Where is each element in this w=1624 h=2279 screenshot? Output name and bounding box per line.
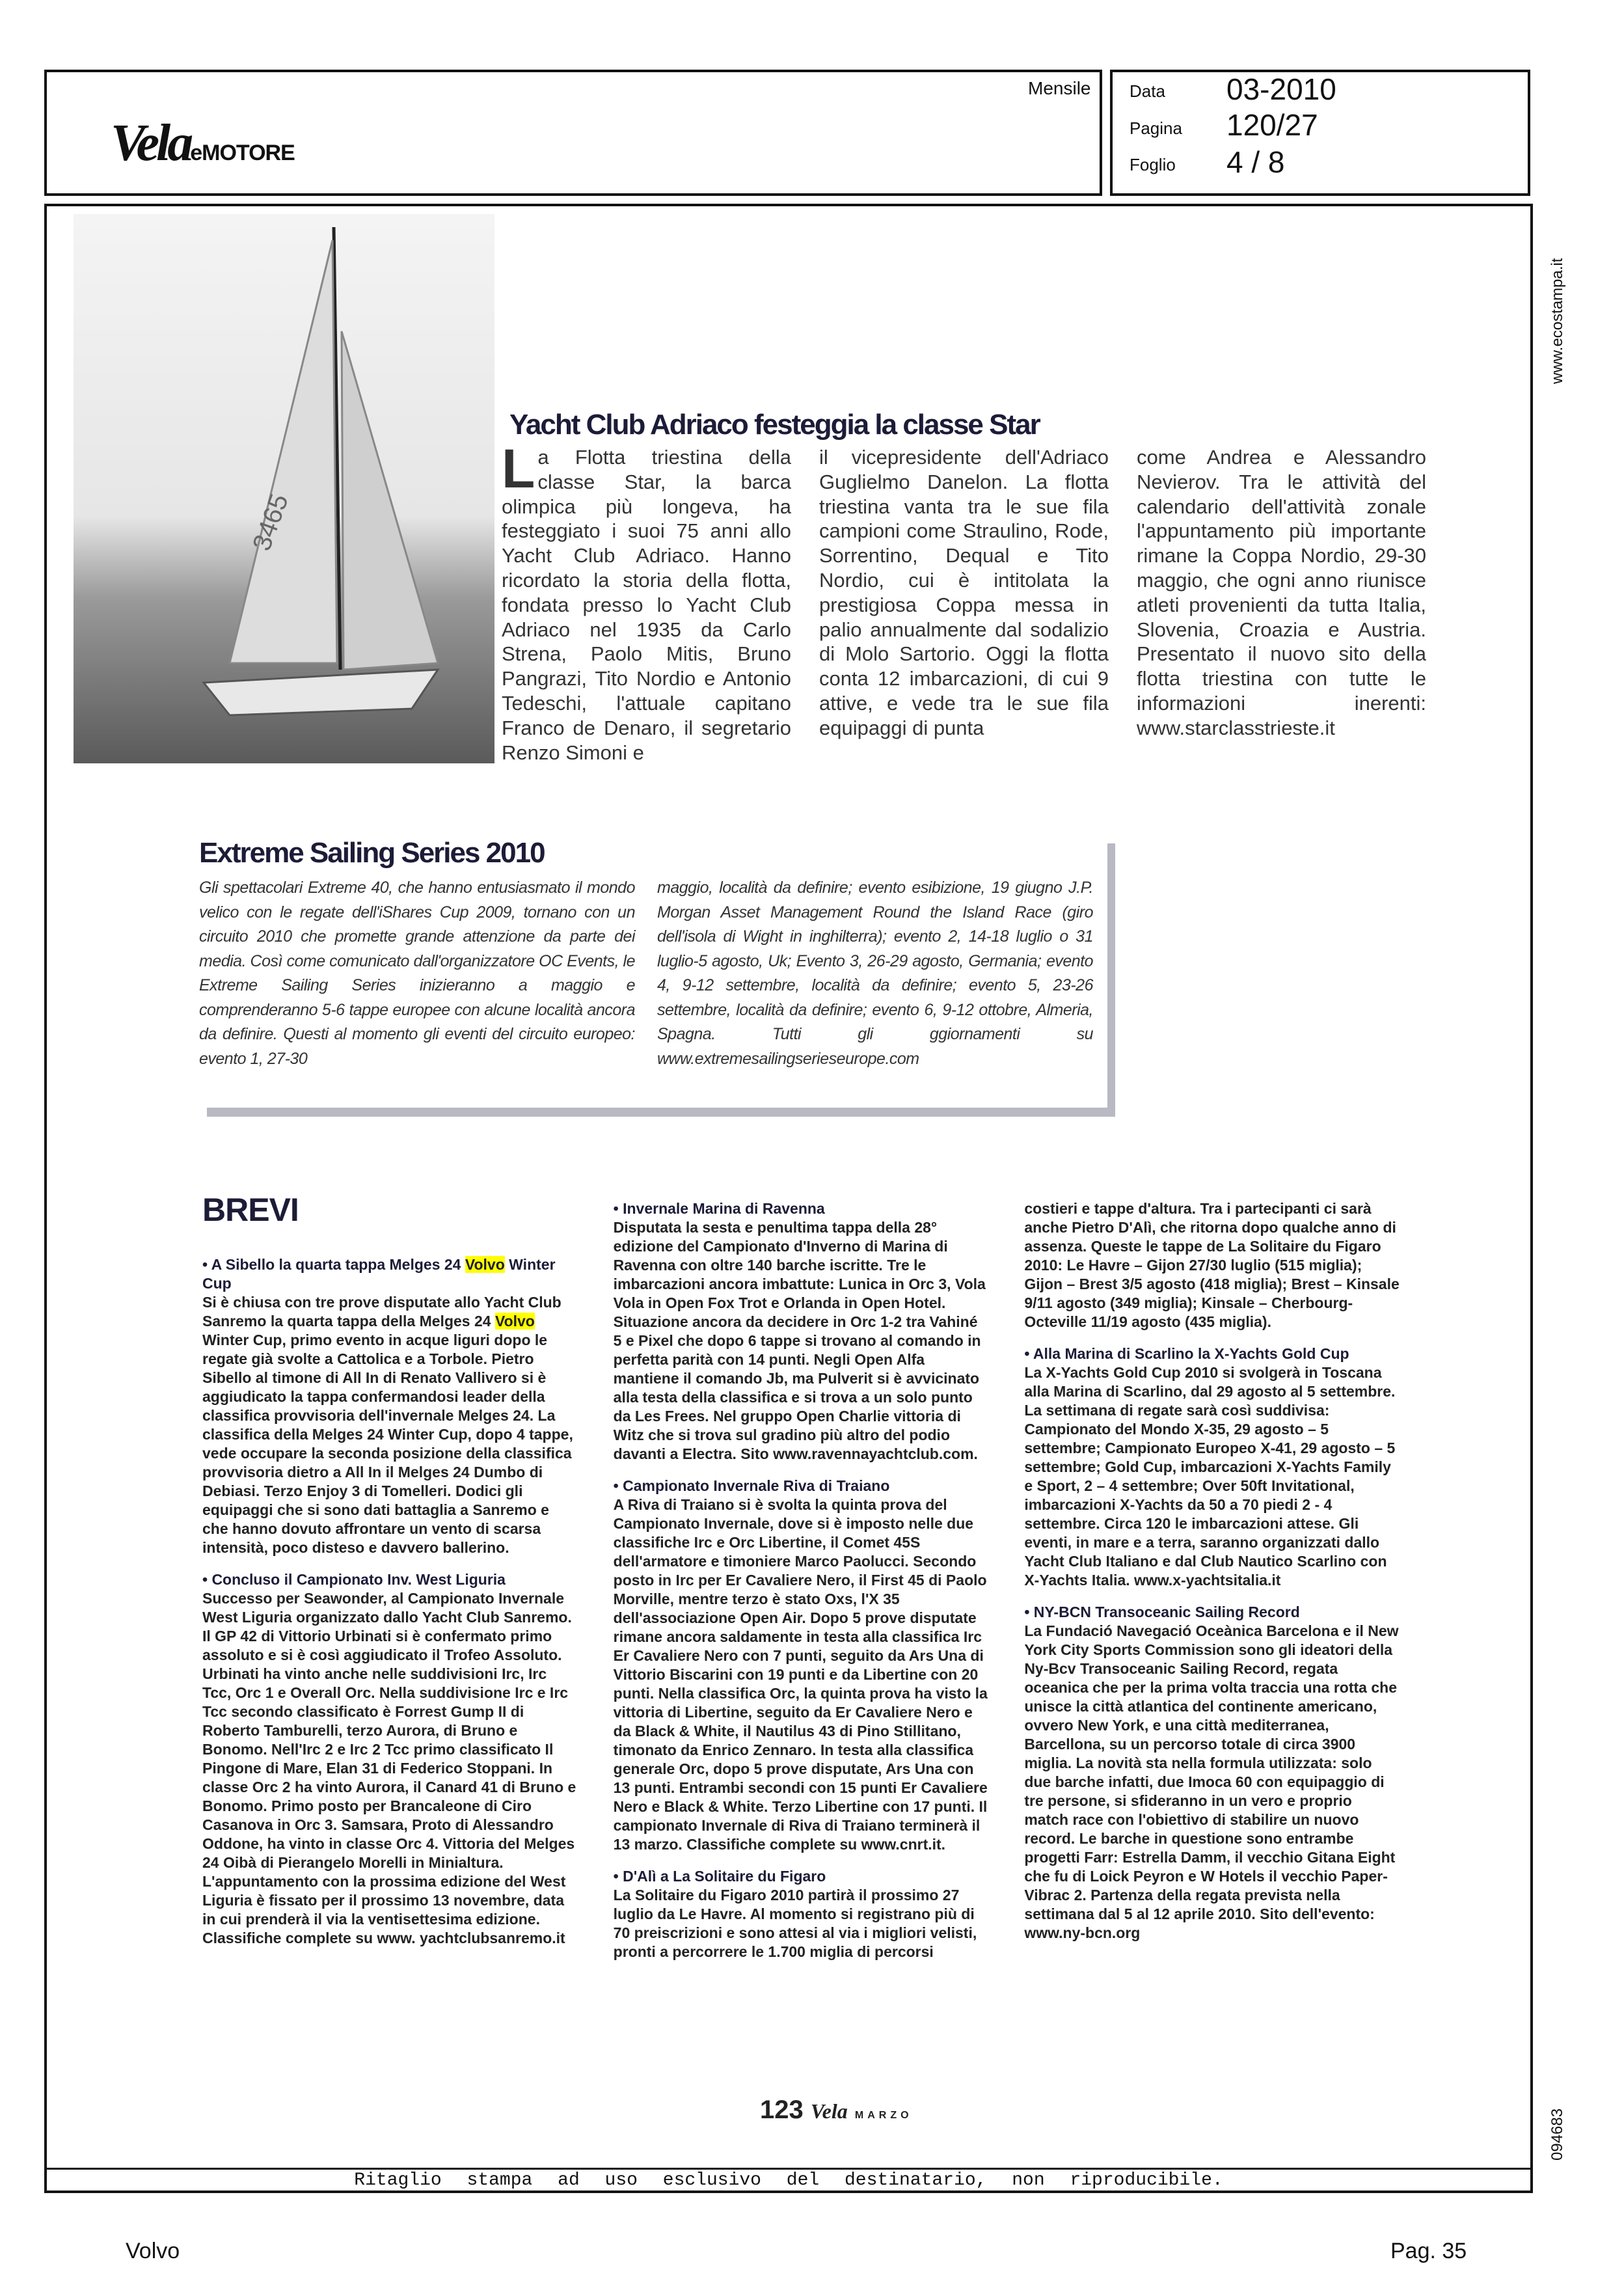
brevi-item-heading: • Alla Marina di Scarlino la X-Yachts Gold Cup	[1024, 1345, 1349, 1362]
article1-title: Yacht Club Adriaco festeggia la classe Star	[509, 409, 1040, 441]
vela-motore-logo	[111, 114, 295, 173]
brevi-item-body: La Fundació Navegació Oceànica Barcelona e il New York City Sports Commission sono gli ideatori della Ny-Bcv Transoceanic Sailing Record, regata oceanica che per la prima volta traccia una rotta che unisce la città atlantica del continente americano, ovvero New York, e una città mediterranea, Barcellona, su un percorso totale di circa 3900 miglia. La novità sta nella formula utilizzata: solo due barche infatti, due Imoca 60 con equipaggio di tre persone, si sfideranno in un vero e proprio match race con l'obiettivo di stabilire un nuovo record. Le barche in questione sono entrambe progetti Farr: Estrella Damm, il vecchio Gitana Eight che fu di Loick Peyron e W Hotels il vecchio Paper-Vibrac 2. Partenza della regata prevista nella settimana dal 5 al 12 aprile 2010. Sito dell'evento: www.ny-bcn.org	[1024, 1622, 1399, 1941]
svg-text:3465: 3465	[247, 490, 294, 555]
side-code-label: 094683	[1549, 2108, 1566, 2161]
brevi-item-heading: • A Sibello la quarta tappa Melges 24 Volvo Winter Cup	[202, 1256, 556, 1292]
logo-sub: MOTORE	[202, 141, 295, 165]
brevi-item-body: Si è chiusa con tre prove disputate allo Yacht Club Sanremo la quarta tappa della Melges 24 Volvo Winter Cup, primo evento in acque liguri dopo le regate già svolte a Cattolica e a Torbole. Pietro Sibello al timone di All In di Renato Vallivero si è aggiudicato la tappa confermandosi leader della classifica provvisoria dell'invernale Melges 24. La classifica della Melges 24 Winter Cup, dopo 4 tappe, vede occupare la seconda posizione della classifica provvisoria dietro a All In il Melges 24 Dumbo di Debiasi. Terzo Enjoy 3 di Tomelleri. Dodici gli equipaggi che si sono dati battaglia a Sanremo e che hanno dovuto affrontare un vento di scarsa intensità, poco disteso e davvero ballerino.	[202, 1294, 573, 1556]
article2-col1: Gli spettacolari Extreme 40, che hanno entusiasmato il mondo velico con le regate dell'iShares Cup 2009, tornano con un circuito 2010 che promette grande attenzione da parte dei media. Così come comunicato dall'organizzatore OC Events, le Extreme Sailing Series inizieranno a maggio e comprenderanno 5-6 tappe europee con alcune località ancora da definire. Questi al momento gli eventi del circuito europeo: evento 1, 27-30	[199, 879, 635, 1068]
clipping-notice: Ritaglio stampa ad uso esclusivo del destinatario, non riproducibile.	[354, 2170, 1223, 2190]
article2-col2: maggio, località da definire; evento esibizione, 19 giugno J.P. Morgan Asset Management Round the Island Race (giro dell'isola di Wight in inghilterra); evento 2, 14-18 luglio o 31 luglio-5 agosto, Uk; Evento 3, 26-29 agosto, Germania; evento 4, 9-12 settembre, località da definire; evento 5, 23-26 settembre, località da definire; evento 6, 9-12 ottobre, Almeria, Spagna. Tutti gli ggiornamenti su www.extremesailingserieseurope.com	[657, 879, 1093, 1068]
brevi-item-body: La X-Yachts Gold Cup 2010 si svolgerà in Toscana alla Marina di Scarlino, dal 29 agosto al 5 settembre. La settimana di regate sarà così suddivisa: Campionato del Mondo X-35, 29 agosto – 5 settembre; Campionato Europeo X-41, 29 agosto – 5 settembre; Gold Cup, imbarcazioni X-Yachts Family e Sport, 2 – 4 settembre; Over 50ft Invitational, imbarcazioni X-Yachts da 50 a 70 piedi 2 - 4 settembre. Circa 120 le imbarcazioni attese. Gli eventi, in mare e a terra, saranno organizzati dallo Yacht Club Italiano e dal Club Nautico Scarlino con X-Yachts Italia. www.x-yachtsitalia.it	[1024, 1364, 1396, 1589]
meta-value-pagina: 120/27	[1226, 108, 1318, 142]
meta-value-data: 03-2010	[1226, 72, 1336, 106]
brevi-columns	[202, 1199, 1400, 1961]
article2-title: Extreme Sailing Series 2010	[199, 837, 545, 869]
article1-col3: come Andrea e Alessandro Nevierov. Tra le attività del calendario dell'attività zonale l'appuntamento più importante rimane la Coppa Nordio, 29-30 maggio, che ogni anno riunisce atleti provenienti da tutta Italia, Slovenia, Croazia e Austria. Presentato il nuovo sito della flotta triestina con tutte le informazioni inerenti: www.starclasstrieste.it	[1137, 446, 1426, 739]
keyword-highlight: Volvo	[494, 1313, 535, 1330]
brevi-item-heading: • NY-BCN Transoceanic Sailing Record	[1024, 1603, 1300, 1620]
article1-col1-text: a Flotta triestina della classe Star, la barca olimpica più longeva, ha festeggiato i suoi 75 anni allo Yacht Club Adriaco. Hanno ricordato la storia della flotta, fondata presso lo Yacht Club Adriaco nel 1935 da Carlo Strena, Paolo Mitis, Bruno Pangrazi, Tito Nordio e Antonio Tedeschi, l'attuale capitano Franco de Denaro, il segretario Renzo Simoni e	[502, 446, 791, 764]
side-site-label: www.ecostampa.it	[1549, 258, 1566, 384]
dropcap: L	[502, 438, 535, 499]
brevi-title: BREVI	[202, 1192, 299, 1228]
article1-col1	[502, 438, 791, 765]
meta-label-data: Data	[1130, 81, 1165, 101]
brevi-item-body: A Riva di Traiano si è svolta la quinta prova del Campionato Invernale, dove si è imposto nelle due classifiche Irc e Orc Libertine, il Comet 45S dell'armatore e timoniere Marco Paolucci. Secondo posto in Irc per Er Cavaliere Nero, il First 45 di Paolo Morville, mentre terzo è stato Oxs, l'X 35 dell'associazione Open Air. Dopo 5 prove disputate rimane ancora saldamente in testa alla classifica Irc Er Cavaliere Nero con 7 punti, seguito da Ars Una di Vittorio Biscarini con 19 punti e da Libertine con 20 punti. Nella classifica Orc, la quinta prova ha visto la vittoria di Libertine, seguito da Er Cavaliere Nero e da Black & White, il Nautilus 43 di Pino Stillitano, timonato da Enrico Zennaro. In testa alla classifica generale Orc, dopo 5 prove disputate, Ars Una con 13 punti. Entrambi secondi con 15 punti Er Cavaliere Nero e Black & White. Terzo Libertine con 17 punti. Il campionato Invernale di Riva di Traiano terminerà il 13 marzo. Classifiche complete su www.cnrt.it.	[613, 1496, 988, 1853]
folio-magazine: Vela	[810, 2099, 848, 2123]
brevi-item-heading: • Concluso il Campionato Inv. West Liguria	[202, 1571, 506, 1588]
keyword-label: Volvo	[126, 2239, 180, 2263]
folio-number: 123	[760, 2095, 804, 2124]
brevi-item-body: Successo per Seawonder, al Campionato Invernale West Liguria organizzato dallo Yacht Club Sanremo. Il GP 42 di Vittorio Urbinati si è confermato primo assoluto e si è così aggiudicato il Trofeo Assoluto. Urbinati ha vinto anche nelle suddivisioni Irc, Irc Tcc, Orc 1 e Overall Orc. Nella suddivisione Irc e Irc Tcc secondo classificato è Forrest Gump II di Roberto Tamburelli, terzo Aurora, di Bruno e Bonomo. Nell'Irc 2 e Irc 2 Tcc primo classificato Il Pingone di Mare, Elan 31 di Federico Stoppani. In classe Orc 2 ha vinto Aurora, il Canard 41 di Bruno e Bonomo. Primo posto per Brancaleone di Ciro Casanova in Orc 3. Samsara, Proto di Alessandro Oddone, ha vinto in classe Orc 4. Vittoria del Melges 24 Oibà di Pierangelo Morelli in Minialtura. L'appuntamento con la prossima edizione del West Liguria è fissato per il prossimo 13 novembre, data in cui prenderà il via la ventisettesima edizione. Classifiche complete su www. yachtclubsanremo.it	[202, 1590, 576, 1946]
keyword-highlight: Volvo	[465, 1256, 505, 1273]
meta-value-foglio: 4 / 8	[1226, 145, 1285, 179]
meta-label-pagina: Pagina	[1130, 118, 1182, 138]
logo-join: e	[190, 141, 202, 165]
page-label: Pag. 35	[1390, 2239, 1467, 2263]
footer-divider	[44, 2168, 1533, 2170]
folio	[760, 2095, 913, 2125]
logo-main: Vela	[111, 115, 191, 172]
brevi-item-body: Disputata la sesta e penultima tappa della 28° edizione del Campionato d'Inverno di Marina di Ravenna con oltre 140 barche iscritte. Tre le imbarcazioni ancora imbattute: Lunica in Orc 3, Vola Vola in Open Fox Trot e Orlanda in Open Hotel. Situazione ancora da decidere in Orc 1-2 tra Vahiné 5 e Pixel che dopo 6 tappe si trovano al comando in perfetta parità con 14 punti. Negli Open Alfa mantiene il comando Jb, ma Pulverit si è avvicinato alla testa della classifica e si trova a un solo punto da Les Frees. Nel gruppo Open Charlie vittoria di Witz che si trova sul gradino più altro del podio davanti a Electra. Sito www.ravennayachtclub.com.	[613, 1219, 986, 1462]
brevi-item-heading: • Campionato Invernale Riva di Traiano	[613, 1477, 890, 1494]
frequency-label: Mensile	[1028, 78, 1091, 98]
article1-col2: il vicepresidente dell'Adriaco Guglielmo Danelon. La flotta triestina vanta tra le sue fila campioni come Straulino, Rode, Sorrentino, Dequal e Tito Nordio, cui è intitolata la prestigiosa Coppa messa in palio annualmente dal sodalizio di Molo Sartorio. Oggi la flotta conta 12 imbarcazioni, di cui 9 attive, e vede tra le sue fila equipaggi di punta	[819, 446, 1109, 739]
folio-month: MARZO	[854, 2110, 913, 2121]
brevi-item-heading: • D'Alì a La Solitaire du Figaro	[613, 1868, 826, 1885]
meta-label-foglio: Foglio	[1130, 155, 1176, 174]
sailboat-photo	[74, 214, 494, 763]
brevi-item-body: La Solitaire du Figaro 2010 partirà il prossimo 27 luglio da Le Havre. Al momento si registrano più di 70 preiscrizioni e sono attesi al via i migliori velisti, pronti a percorrere le 1.700 miglia di percorsi costieri e tappe d'altura. Tra i partecipanti ci sarà anche Pietro D'Alì, che ritorna dopo qualche anno di assenza. Queste le tappe de La Solitaire du Figaro 2010: Le Havre – Gijon 27/30 luglio (515 miglia); Gijon – Brest 3/5 agosto (418 miglia); Brest – Kinsale 9/11 agosto (349 miglia); Kinsale – Cherbourg-Octeville 11/19 agosto (435 miglia).	[613, 1200, 1400, 1960]
brevi-item-heading: • Invernale Marina di Ravenna	[613, 1200, 825, 1217]
